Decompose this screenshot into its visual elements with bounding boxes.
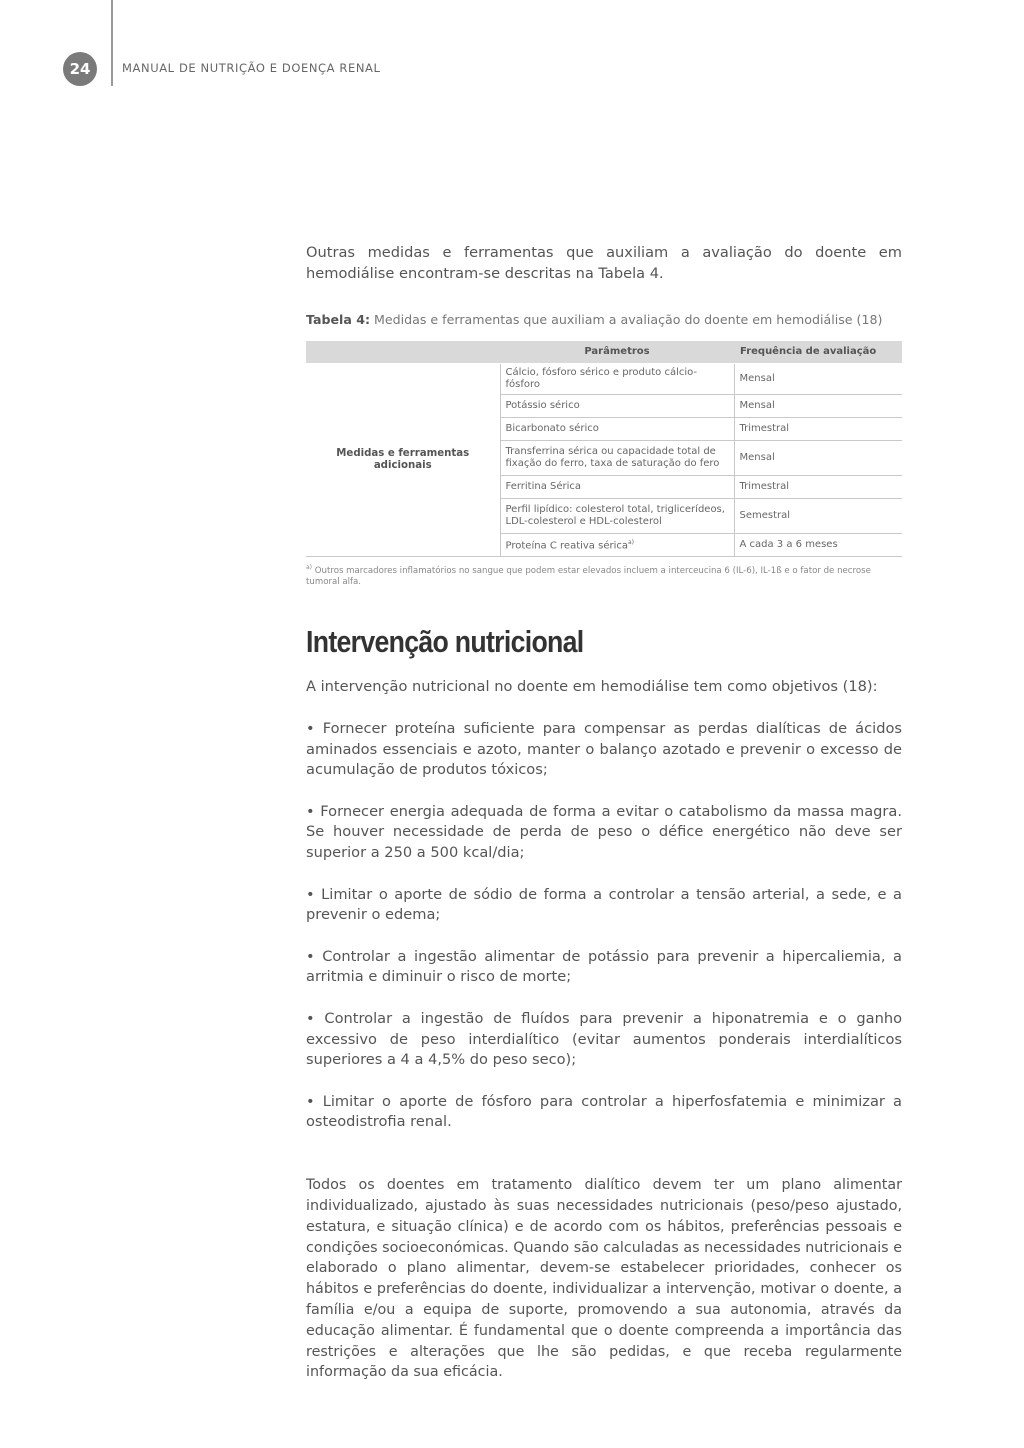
table-header-parameters: Parâmetros <box>500 341 734 364</box>
table-row <box>306 363 902 394</box>
final-paragraph: Todos os doentes em tratamento dialítico devem ter um plano alimentar individualizado, ajustado às suas necessidades nutricionais (peso/peso ajustado, estatura, e situação clínica) e de acordo com os hábitos, preferências pessoais e condições socioeconómicas. Quando são calculadas as necessidades nutricionais e elaborado o plano alimentar, devem-se estabelecer prioridades, conhecer os hábitos e preferências do doente, individualizar a intervenção, motivar o doente, a família e/ou a equipa de suporte, promovendo a sua autonomia, através da educação alimentar. É fundamental que o doente compreenda a importância das restrições e alterações que lhe são pedidas, e que receba regularmente informação da sua eficácia. <box>306 1177 902 1381</box>
table-cell-freq: Mensal <box>734 394 902 417</box>
objective-bullet: • Controlar a ingestão de fluídos para prevenir a hiponatremia e o ganho excessivo de peso interdialítico (evitar aumentos ponderais interdialíticos superiores a 4 a 4,5% do peso seco); <box>306 1009 902 1069</box>
main-content <box>306 243 902 1383</box>
table-header-frequency: Frequência de avaliação <box>734 341 902 364</box>
table-group-label: Medidas e ferramentas adicionais <box>306 363 500 556</box>
table-cell-freq: Mensal <box>734 440 902 475</box>
table-cell-freq: Semestral <box>734 498 902 533</box>
running-title: MANUAL DE NUTRIÇÃO E DOENÇA RENAL <box>122 61 381 75</box>
table-cell-freq: A cada 3 a 6 meses <box>734 533 902 556</box>
table-caption-label: Tabela 4: <box>306 311 371 327</box>
table-cell-freq: Trimestral <box>734 475 902 498</box>
assessment-table <box>306 341 902 557</box>
page-number-badge: 24 <box>63 52 97 86</box>
table-header-blank <box>306 341 500 364</box>
section-intro: A intervenção nutricional no doente em hemodiálise tem como objetivos (18): <box>306 678 878 696</box>
table-caption <box>306 312 902 327</box>
intro-paragraph: Outras medidas e ferramentas que auxiliam a avaliação do doente em hemodiálise encontram-se descritas na Tabela 4. <box>306 244 902 282</box>
objective-bullet: • Limitar o aporte de sódio de forma a controlar a tensão arterial, a sede, e a prevenir o edema; <box>306 885 902 924</box>
section-title: Intervenção nutricional <box>306 624 584 660</box>
table-cell-param <box>500 533 734 556</box>
objective-bullet: • Limitar o aporte de fósforo para controlar a hiperfosfatemia e minimizar a osteodistrofia renal. <box>306 1092 902 1131</box>
table-cell-param: Transferrina sérica ou capacidade total de fixação do ferro, taxa de saturação do fero <box>500 440 734 475</box>
objective-bullet: • Fornecer energia adequada de forma a evitar o catabolismo da massa magra. Se houver necessidade de perda de peso o défice energético não deve ser superior a 250 a 500 kcal/dia; <box>306 802 902 862</box>
table-cell-param: Potássio sérico <box>500 394 734 417</box>
objective-bullet: • Controlar a ingestão alimentar de potássio para prevenir a hipercaliemia, a arritmia e diminuir o risco de morte; <box>306 947 902 986</box>
footnote-text: Outros marcadores inflamatórios no sangue que podem estar elevados incluem a interceucina 6 (IL-6), IL-1ß e o fator de necrose tumoral alfa. <box>306 565 871 587</box>
table-cell-param: Bicarbonato sérico <box>500 417 734 440</box>
footnote-mark: a) <box>306 563 313 571</box>
table-cell-param: Cálcio, fósforo sérico e produto cálcio-fósforo <box>500 363 734 394</box>
table-header-row <box>306 341 902 364</box>
table-cell-param: Perfil lipídico: colesterol total, triglicerídeos, LDL-colesterol e HDL-colesterol <box>500 498 734 533</box>
table-cell-freq: Trimestral <box>734 417 902 440</box>
table-footnote <box>306 562 902 589</box>
table-caption-text: Medidas e ferramentas que auxiliam a avaliação do doente em hemodiálise (18) <box>374 311 883 327</box>
footnote-ref: a) <box>628 538 635 546</box>
table-cell-param-text: Proteína C reativa sérica <box>505 540 628 552</box>
table-cell-freq: Mensal <box>734 363 902 394</box>
objective-bullet: • Fornecer proteína suficiente para compensar as perdas dialíticas de ácidos aminados essenciais e azoto, manter o balanço azotado e prevenir o excesso de acumulação de produtos tóxicos; <box>306 719 902 779</box>
table-cell-param: Ferritina Sérica <box>500 475 734 498</box>
header-divider <box>111 0 113 86</box>
